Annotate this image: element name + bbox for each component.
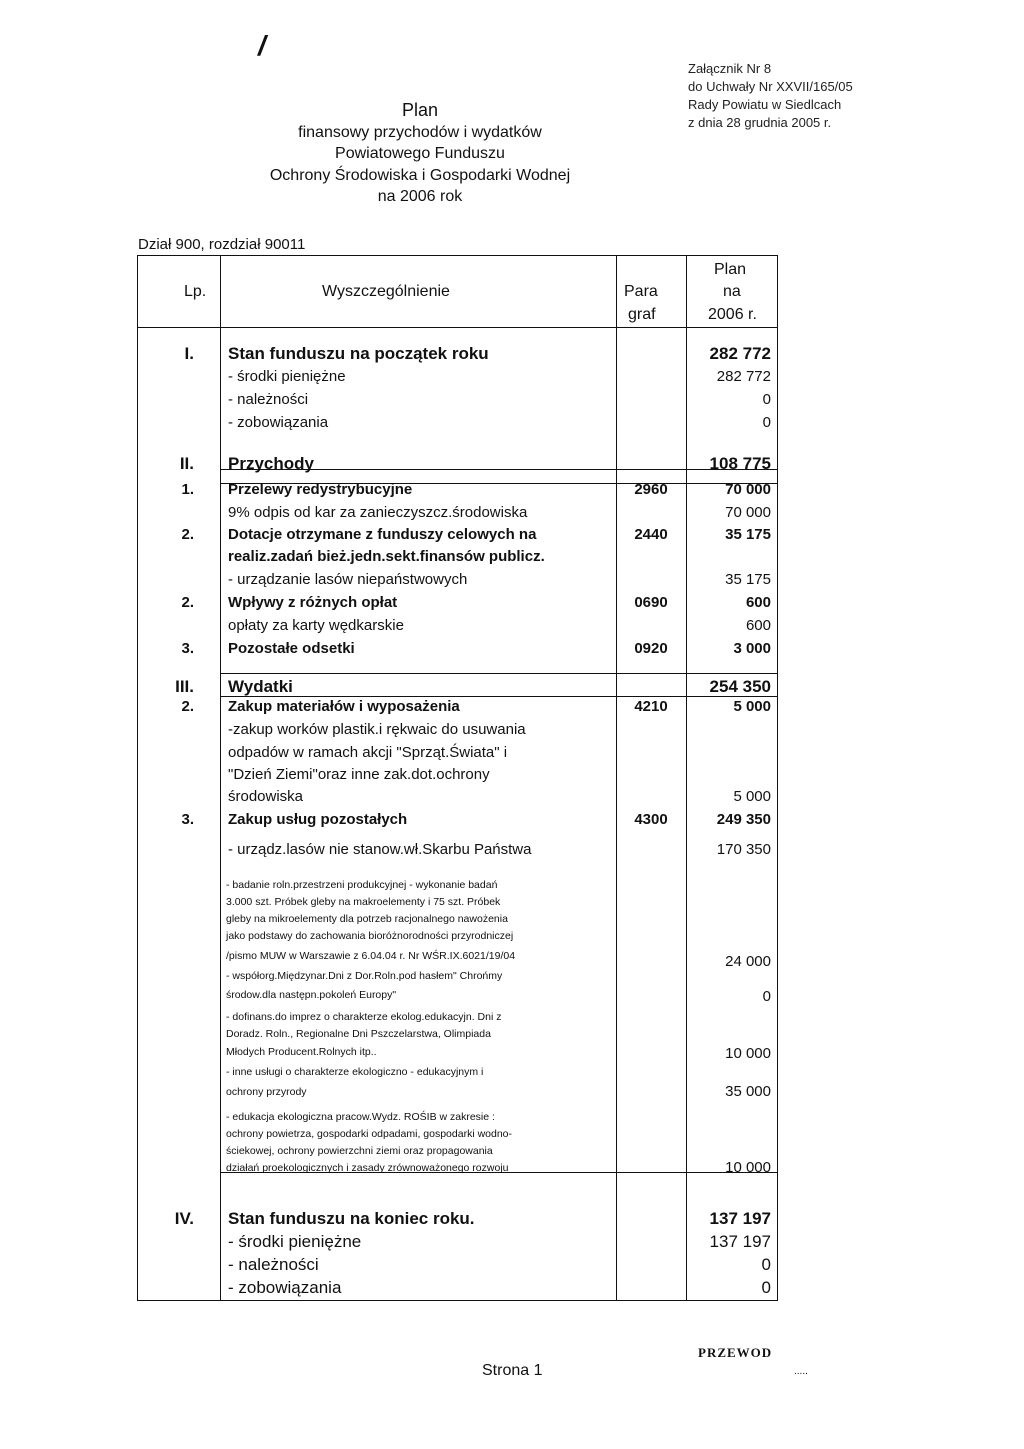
row-amount: 137 197 [709,1209,771,1228]
row-para: 4300 [634,811,668,828]
row-lp: III. [175,677,194,696]
row-lp: II. [179,454,194,473]
row-description: Dotacje otrzymane z funduszy celowych na [228,526,537,543]
row-description: -zakup worków plastik.i rękwaic do usuwania [228,721,526,738]
attachment-line: Rady Powiatu w Siedlcach [688,97,842,112]
row-amount: 24 000 [725,953,771,970]
row-description: Młodych Producent.Rolnych itp.. [226,1046,377,1058]
signature-dots: ..... [794,1366,808,1377]
row-description: środow.dla następn.pokoleń Europy" [226,989,397,1001]
row-description: ochrony powietrza, gospodarki odpadami, gospodarki wodno- [226,1128,513,1140]
row-description: - urządzanie lasów niepaństwowych [228,571,468,588]
row-para: 2960 [634,481,668,498]
row-amount: 137 197 [709,1232,771,1251]
row-lp: I. [184,344,194,363]
row-description: Zakup usług pozostałych [228,811,408,828]
row-amount: 0 [762,391,771,408]
attachment-line: do Uchwały Nr XXVII/165/05 [688,79,853,94]
row-description: Stan funduszu na koniec roku. [228,1209,475,1228]
row-description: - środki pieniężne [228,1232,362,1251]
row-lp: 3. [181,811,194,828]
row-amount: 10 000 [725,1159,771,1176]
header-lp: Lp. [184,283,207,300]
plan-table [137,255,778,1301]
row-description: Pozostałe odsetki [228,640,355,657]
row-amount: 254 350 [709,677,771,696]
attachment-line: z dnia 28 grudnia 2005 r. [688,115,832,130]
title-line: Ochrony Środowiska i Gospodarki Wodnej [269,166,571,184]
row-description: - urządz.lasów nie stanow.wł.Skarbu Państwa [228,841,532,858]
row-description: Stan funduszu na początek roku [228,344,489,363]
row-amount: 0 [762,414,771,431]
row-amount: 70 000 [725,481,771,498]
row-description: - środki pieniężne [228,368,346,385]
row-amount: 0 [762,988,771,1005]
title-line: finansowy przychodów i wydatków [298,123,542,141]
header-na: na [723,283,741,300]
header-graf: graf [628,306,656,323]
row-description: - inne usługi o charakterze ekologiczno - edukacyjnym i [226,1066,484,1078]
row-description: jako podstawy do zachowania bioróżnorodności przyrodniczej [226,930,514,942]
row-amount: 5 000 [733,788,771,805]
row-description: ochrony przyrody [226,1086,307,1098]
row-amount: 282 772 [716,368,771,385]
row-amount: 35 175 [725,526,771,543]
row-amount: 5 000 [733,698,771,715]
row-lp: 1. [181,481,194,498]
row-description: Przychody [228,454,314,473]
header-description: Wyszczególnienie [322,283,450,300]
row-description: 9% odpis od kar za zanieczyszcz.środowiska [228,504,528,521]
header-para: Para [624,283,658,300]
row-amount: 0 [761,1255,771,1274]
row-description: - dofinans.do imprez o charakterze ekolog.edukacyjn. Dni z [226,1011,502,1023]
row-lp: 2. [181,594,194,611]
page-number: Strona 1 [482,1362,543,1379]
row-description: Zakup materiałów i wyposażenia [228,698,460,715]
attachment-note [688,60,853,132]
row-amount: 282 772 [709,344,771,363]
row-lp: IV. [174,1209,194,1228]
header-divider [138,327,777,328]
signature-stamp: PRZEWOD [698,1345,773,1360]
title-line: Plan [401,100,439,120]
row-amount: 70 000 [725,504,771,521]
section-label: Dział 900, rozdział 90011 [138,236,306,253]
row-para: 0690 [634,594,668,611]
title-line: Powiatowego Funduszu [335,145,505,162]
row-amount: 600 [745,594,771,611]
document-title [255,100,585,208]
row-description: - zobowiązania [228,414,329,431]
row-description: - należności [228,1255,319,1274]
top-mark: / [258,30,266,61]
row-amount: 35 175 [725,571,771,588]
row-lp: 2. [181,526,194,543]
row-description: odpadów w ramach akcji "Sprząt.Świata" i [228,744,508,761]
row-description: - współorg.Międzynar.Dni z Dor.Roln.pod hasłem" Chrońmy [226,970,503,982]
row-description: ściekowej, ochrony powierzchni ziemi oraz propagowania [226,1145,493,1157]
row-description: 3.000 szt. Próbek gleby na makroelementy i 75 szt. Próbek [226,896,501,908]
row-description: /pismo MUW w Warszawie z 6.04.04 r. Nr WŚR.IX.6021/19/04 [226,950,516,962]
row-amount: 35 000 [725,1083,771,1100]
row-para: 0920 [634,640,668,657]
row-description: Przelewy redystrybucyjne [228,481,413,498]
row-amount: 10 000 [725,1045,771,1062]
row-description: - zobowiązania [228,1278,342,1297]
row-description: - edukacja ekologiczna pracow.Wydz. ROŚIB w zakresie : [226,1111,495,1123]
row-amount: 3 000 [733,640,771,657]
row-description: "Dzień Ziemi"oraz inne zak.dot.ochrony [228,766,490,783]
row-description: gleby na mikroelementy dla potrzeb racjonalnego nawożenia [226,913,508,925]
row-amount: 600 [745,617,771,634]
row-amount: 0 [761,1278,771,1297]
column-divider [686,256,687,1300]
row-description: działań proekologicznych i zasady zrównoważonego rozwoju [226,1162,509,1174]
row-description: Wpływy z różnych opłat [228,594,398,611]
row-description: Doradz. Roln., Regionalne Dni Pszczelarstwa, Olimpiada [226,1028,491,1040]
row-divider [220,673,777,674]
row-para: 2440 [634,526,668,543]
row-description: opłaty za karty wędkarskie [228,617,404,634]
row-description: - należności [228,391,309,408]
row-lp: 3. [181,640,194,657]
title-line: na 2006 rok [377,188,463,205]
row-description: środowiska [228,788,304,805]
row-description: realiz.zadań bież.jedn.sekt.finansów publicz. [228,548,545,565]
header-year: 2006 r. [708,306,757,323]
row-amount: 249 350 [716,811,771,828]
header-plan: Plan [714,261,747,278]
row-lp: 2. [181,698,194,715]
row-para: 4210 [634,698,668,715]
row-amount: 170 350 [716,841,771,858]
attachment-line: Załącznik Nr 8 [688,61,772,76]
column-divider [616,256,617,1300]
column-divider [220,256,221,1300]
row-description: Wydatki [228,677,293,696]
row-description: - badanie roln.przestrzeni produkcyjnej - wykonanie badań [226,879,498,891]
row-amount: 108 775 [709,454,771,473]
